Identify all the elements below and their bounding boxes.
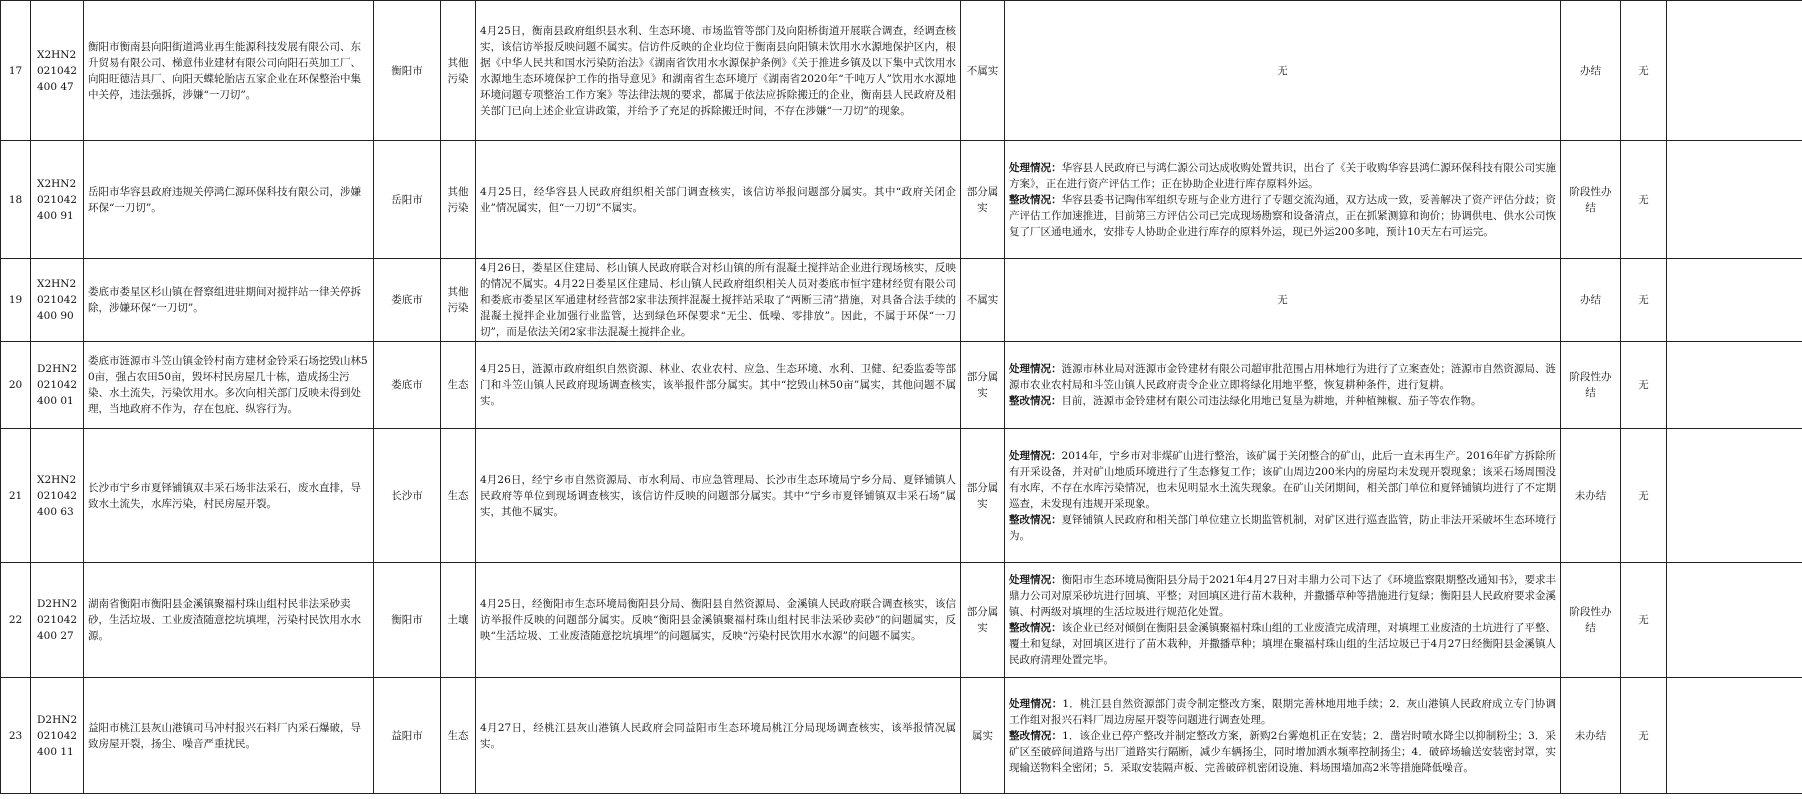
pollution-category: 其他污染 — [441, 141, 476, 259]
rectification-label: 整改情况： — [1009, 193, 1062, 206]
pollution-category: 其他污染 — [441, 1, 476, 141]
accountability: 无 — [1621, 141, 1667, 259]
investigation-result: 4月25日，涟源市政府组织自然资源、林业、农业农村、应急、生态环境、水利、卫健、纪委监委等部门和斗笠山镇人民政府现场调查核实，该举报件部分属实。其中“挖毁山林50亩”属实，其他问题不属实。 — [476, 342, 961, 429]
complaint-content: 益阳市桃江县灰山港镇司马冲村报兴石料厂内采石爆破，导致房屋开裂，扬尘、噪音严重扰民。 — [84, 678, 374, 794]
rectification-label: 整改情况： — [1009, 513, 1062, 526]
verdict: 不属实 — [961, 1, 1005, 141]
complaint-content: 娄底市娄星区杉山镇在督察组进驻期间对搅拌站一律关停拆除，涉嫌环保“一刀切”。 — [84, 259, 374, 342]
blank-cell — [1667, 141, 1802, 259]
complaint-content: 娄底市涟源市斗笠山镇金铃村南方建材金铃采石场挖毁山林50亩，强占农田50亩，毁坏村民房屋几十栋，造成扬尘污染、水土流失，污染饮用水。多次向相关部门反映未得到处理，当地政府不作为，存在包庇、纵容行为。 — [84, 342, 374, 429]
handling-label: 处理情况： — [1009, 363, 1062, 375]
table-row — [1, 563, 1802, 678]
city: 岳阳市 — [374, 141, 441, 259]
accountability: 无 — [1621, 563, 1667, 678]
complaint-content: 湖南省衡阳市衡阳县金溪镇聚福村珠山组村民非法采砂卖砂，生活垃圾、工业废渣随意挖坑填埋，污染村民饮用水水源。 — [84, 563, 374, 678]
row-number: 17 — [1, 1, 31, 141]
rectification-text: 1．该企业已停产整改并制定整改方案，新购2台雾炮机正在安装；2．凿岩时喷水降尘以抑制粉尘；3．采矿区至破碎间道路与出厂道路实行隔断，减少车辆扬尘，同时增加洒水频率控制扬尘；4．破碎场输送安装密封罩，实现输送物料全密闭；5．采取安装隔声板、完善破碎机密闭设施、料场围墙加高2米等措施降低噪音。 — [1009, 729, 1556, 774]
case-code: D2HN2021042400 01 — [31, 342, 84, 429]
accountability: 无 — [1621, 1, 1667, 141]
table-row — [1, 342, 1802, 429]
rectification-label: 整改情况： — [1009, 729, 1063, 742]
accountability: 无 — [1621, 678, 1667, 794]
pollution-category: 生态 — [441, 678, 476, 794]
status: 阶段性办结 — [1561, 342, 1621, 429]
status: 办结 — [1561, 259, 1621, 342]
table-row — [1, 141, 1802, 259]
verdict: 部分属实 — [961, 563, 1005, 678]
pollution-category: 其他污染 — [441, 259, 476, 342]
investigation-result: 4月26日，经宁乡市自然资源局、市水利局、市应急管理局、长沙市生态环境局宁乡分局、夏铎铺镇人民政府等单位到现场调查核实，该信访件反映的问题部分属实。其中“宁乡市夏铎铺镇双丰采石场”属实，其他不属实。 — [476, 429, 961, 563]
status: 办结 — [1561, 1, 1621, 141]
row-number: 19 — [1, 259, 31, 342]
rectification-label: 整改情况： — [1009, 622, 1062, 634]
verdict: 部分属实 — [961, 429, 1005, 563]
accountability: 无 — [1621, 259, 1667, 342]
handling-rectification — [1005, 563, 1561, 678]
handling-label: 处理情况： — [1009, 697, 1063, 710]
handling-rectification: 无 — [1005, 1, 1561, 141]
blank-cell — [1667, 259, 1802, 342]
case-code: D2HN2021042400 11 — [31, 678, 84, 794]
handling-text: 华容县人民政府已与鸿仁源公司达成收购处置共识，出台了《关于收购华容县鸿仁源环保科技有限公司实施方案》，正在进行资产评估工作；正在协助企业进行库存原料外运。 — [1009, 161, 1557, 190]
investigation-result: 4月25日，经衡阳市生态环境局衡阳县分局、衡阳县自然资源局、金溪镇人民政府联合调查核实，该信访举报件反映的问题部分属实。反映“衡阳县金溪镇聚福村珠山组村民非法采砂卖砂”的问题属实，反映“生活垃圾、工业废渣随意挖坑填埋”的问题属实，反映“污染村民饮用水水源”的问题不属实。 — [476, 563, 961, 678]
investigation-result: 4月27日，经桃江县灰山港镇人民政府会同益阳市生态环境局桃江分局现场调查核实，该举报情况属实。 — [476, 678, 961, 794]
handling-rectification: 无 — [1005, 259, 1561, 342]
handling-text: 衡阳市生态环境局衡阳县分局于2021年4月27日对丰鼎力公司下达了《环境监察限期整改通知书》，要求丰鼎力公司对原采砂坑进行回填、平整；对回填区进行苗木栽种，并撒播草种等措施进行复绿；衡阳县人民政府要求金溪镇、村两级对填埋的生活垃圾进行规范化处置。 — [1009, 574, 1557, 618]
verdict: 部分属实 — [961, 342, 1005, 429]
handling-rectification — [1005, 678, 1561, 794]
city: 娄底市 — [374, 342, 441, 429]
rectification-text: 该企业已经对倾倒在衡阳县金溪镇聚福村珠山组的工业废渣完成清理，对填埋工业废渣的土坑进行了平整、覆土和复绿，对回填区进行了苗木栽种，并撒播草种；填埋在聚福村珠山组的生活垃圾已于4月27日经衡阳县金溪镇人民政府清理处置完毕。 — [1009, 622, 1557, 666]
case-code: X2HN2021042400 47 — [31, 1, 84, 141]
handling-rectification — [1005, 342, 1561, 429]
verdict: 部分属实 — [961, 141, 1005, 259]
handling-text: 涟源市林业局对涟源市金铃建材有限公司超审批范围占用林地行为进行了立案查处；涟源市自然资源局、涟源市农业农村局和斗笠山镇人民政府责令企业立即将绿化用地平整，恢复耕种条件，进行复耕。 — [1009, 363, 1557, 391]
case-code: D2HN2021042400 27 — [31, 563, 84, 678]
status: 阶段性办结 — [1561, 563, 1621, 678]
city: 娄底市 — [374, 259, 441, 342]
rectification-text: 华容县委书记陶伟军组织专班与企业方进行了专题交流沟通，双方达成一致，妥善解决了资产评估分歧；资产评估工作加速推进，目前第三方评估公司已完成现场勘察和设备清点，正在抓紧测算和询价；协调供电、供水公司恢复了厂区通电通水，安排专人协助企业进行库存的原料外运，现已外运200多吨，预计10天左右可运完。 — [1009, 193, 1557, 238]
city: 益阳市 — [374, 678, 441, 794]
case-code: X2HN2021042400 63 — [31, 429, 84, 563]
rectification-label: 整改情况： — [1009, 395, 1062, 407]
status: 阶段性办结 — [1561, 141, 1621, 259]
handling-label: 处理情况： — [1009, 449, 1062, 462]
case-code: X2HN2021042400 91 — [31, 141, 84, 259]
status: 未办结 — [1561, 429, 1621, 563]
rectification-text: 夏铎铺镇人民政府和相关部门单位建立长期监管机制，对矿区进行巡查监管，防止非法开采破坏生态环境行为。 — [1009, 513, 1557, 542]
verdict: 不属实 — [961, 259, 1005, 342]
table-row — [1, 259, 1802, 342]
handling-text: 1．桃江县自然资源部门责令制定整改方案，限期完善林地用地手续；2．灰山港镇人民政府成立专门协调工作组对报兴石料厂周边房屋开裂等问题进行调查处理。 — [1009, 697, 1557, 726]
pollution-category: 土壤 — [441, 563, 476, 678]
row-number: 23 — [1, 678, 31, 794]
blank-cell — [1667, 342, 1802, 429]
table-row — [1, 429, 1802, 563]
city: 衡阳市 — [374, 563, 441, 678]
handling-label: 处理情况： — [1009, 161, 1062, 174]
pollution-category: 生态 — [441, 429, 476, 563]
accountability: 无 — [1621, 429, 1667, 563]
investigation-result: 4月25日，衡南县政府组织县水利、生态环境、市场监管等部门及向阳桥街道开展联合调查，经调查核实，该信访举报反映问题不属实。信访件反映的企业均位于衡南县向阳镇未饮用水水源地保护区内，根据《中华人民共和国水污染防治法》《湖南省饮用水水源保护条例》《关于推进乡镇及以下集中式饮用水水源地生态环境保护工作的指导意见》和湖南省生态环境厅《湖南省2020年“千吨万人”饮用水水源地环境问题专项整治工作方案》等法律法规的要求，都属于依法应拆除搬迁的企业，衡南县人民政府及相关部门已向上述企业宣讲政策，并给予了充足的拆除搬迁时间，不存在涉嫌“一刀切”的现象。 — [476, 1, 961, 141]
complaint-content: 长沙市宁乡市夏铎铺镇双丰采石场非法采石，废水直排，导致水土流失，水库污染，村民房屋开裂。 — [84, 429, 374, 563]
pollution-category: 生态 — [441, 342, 476, 429]
table-row — [1, 1, 1802, 141]
city: 衡阳市 — [374, 1, 441, 141]
complaint-content: 岳阳市华容县政府违规关停鸿仁源环保科技有限公司，涉嫌环保“一刀切”。 — [84, 141, 374, 259]
verdict: 属实 — [961, 678, 1005, 794]
row-number: 22 — [1, 563, 31, 678]
complaint-content: 衡阳市衡南县向阳街道鸿业再生能源科技发展有限公司、东升贸易有限公司、梯意伟业建材有限公司向阳石英加工厂、向阳旺德洁具厂、向阳天蝶轮胎店五家企业在环保整治中集中关停，违法强拆，涉嫌“一刀切”。 — [84, 1, 374, 141]
table-row — [1, 678, 1802, 794]
case-code: X2HN2021042400 90 — [31, 259, 84, 342]
investigation-result: 4月26日，娄星区住建局、杉山镇人民政府联合对杉山镇的所有混凝土搅拌站企业进行现场核实，反映的情况不属实。4月22日娄星区住建局、杉山镇人民政府组织相关人员对娄底市恒宇建材经贸有限公司和娄底市娄星区军通建材经营部2家非法预拌混凝土搅拌站采取了“两断三清”措施，对具备合法手续的混凝土搅拌企业加强行业监管，达到绿色环保要求“无尘、低噪、零排放”。因此，不属于环保“一刀切”，而是依法关闭2家非法混凝土搅拌企业。 — [476, 259, 961, 342]
blank-cell — [1667, 563, 1802, 678]
blank-cell — [1667, 429, 1802, 563]
handling-label: 处理情况： — [1009, 574, 1062, 586]
investigation-result: 4月25日，经华容县人民政府组织相关部门调查核实，该信访举报问题部分属实。其中“政府关闭企业”情况属实，但“一刀切”不属实。 — [476, 141, 961, 259]
rectification-text: 目前，涟源市金铃建材有限公司违法绿化用地已复垦为耕地，并种植辣椒、茄子等农作物。 — [1061, 395, 1482, 407]
row-number: 18 — [1, 141, 31, 259]
row-number: 21 — [1, 429, 31, 563]
handling-text: 2014年，宁乡市对非煤矿山进行整治，该矿属于关闭整合的矿山，此后一直未再生产。2016年矿方拆除所有开采设备，并对矿山地质环境进行了生态修复工作；该矿山周边200米内的房屋均未发现开裂现象；该采石场周围没有水库，不存在水库污染情况，也未见明显水土流失现象。在矿山关闭期间，相关部门单位和夏铎铺镇均进行了不定期巡查，未发现有违规开采现象。 — [1009, 449, 1556, 510]
row-number: 20 — [1, 342, 31, 429]
blank-cell — [1667, 678, 1802, 794]
status: 未办结 — [1561, 678, 1621, 794]
accountability: 无 — [1621, 342, 1667, 429]
city: 长沙市 — [374, 429, 441, 563]
blank-cell — [1667, 1, 1802, 141]
handling-rectification — [1005, 141, 1561, 259]
handling-rectification — [1005, 429, 1561, 563]
